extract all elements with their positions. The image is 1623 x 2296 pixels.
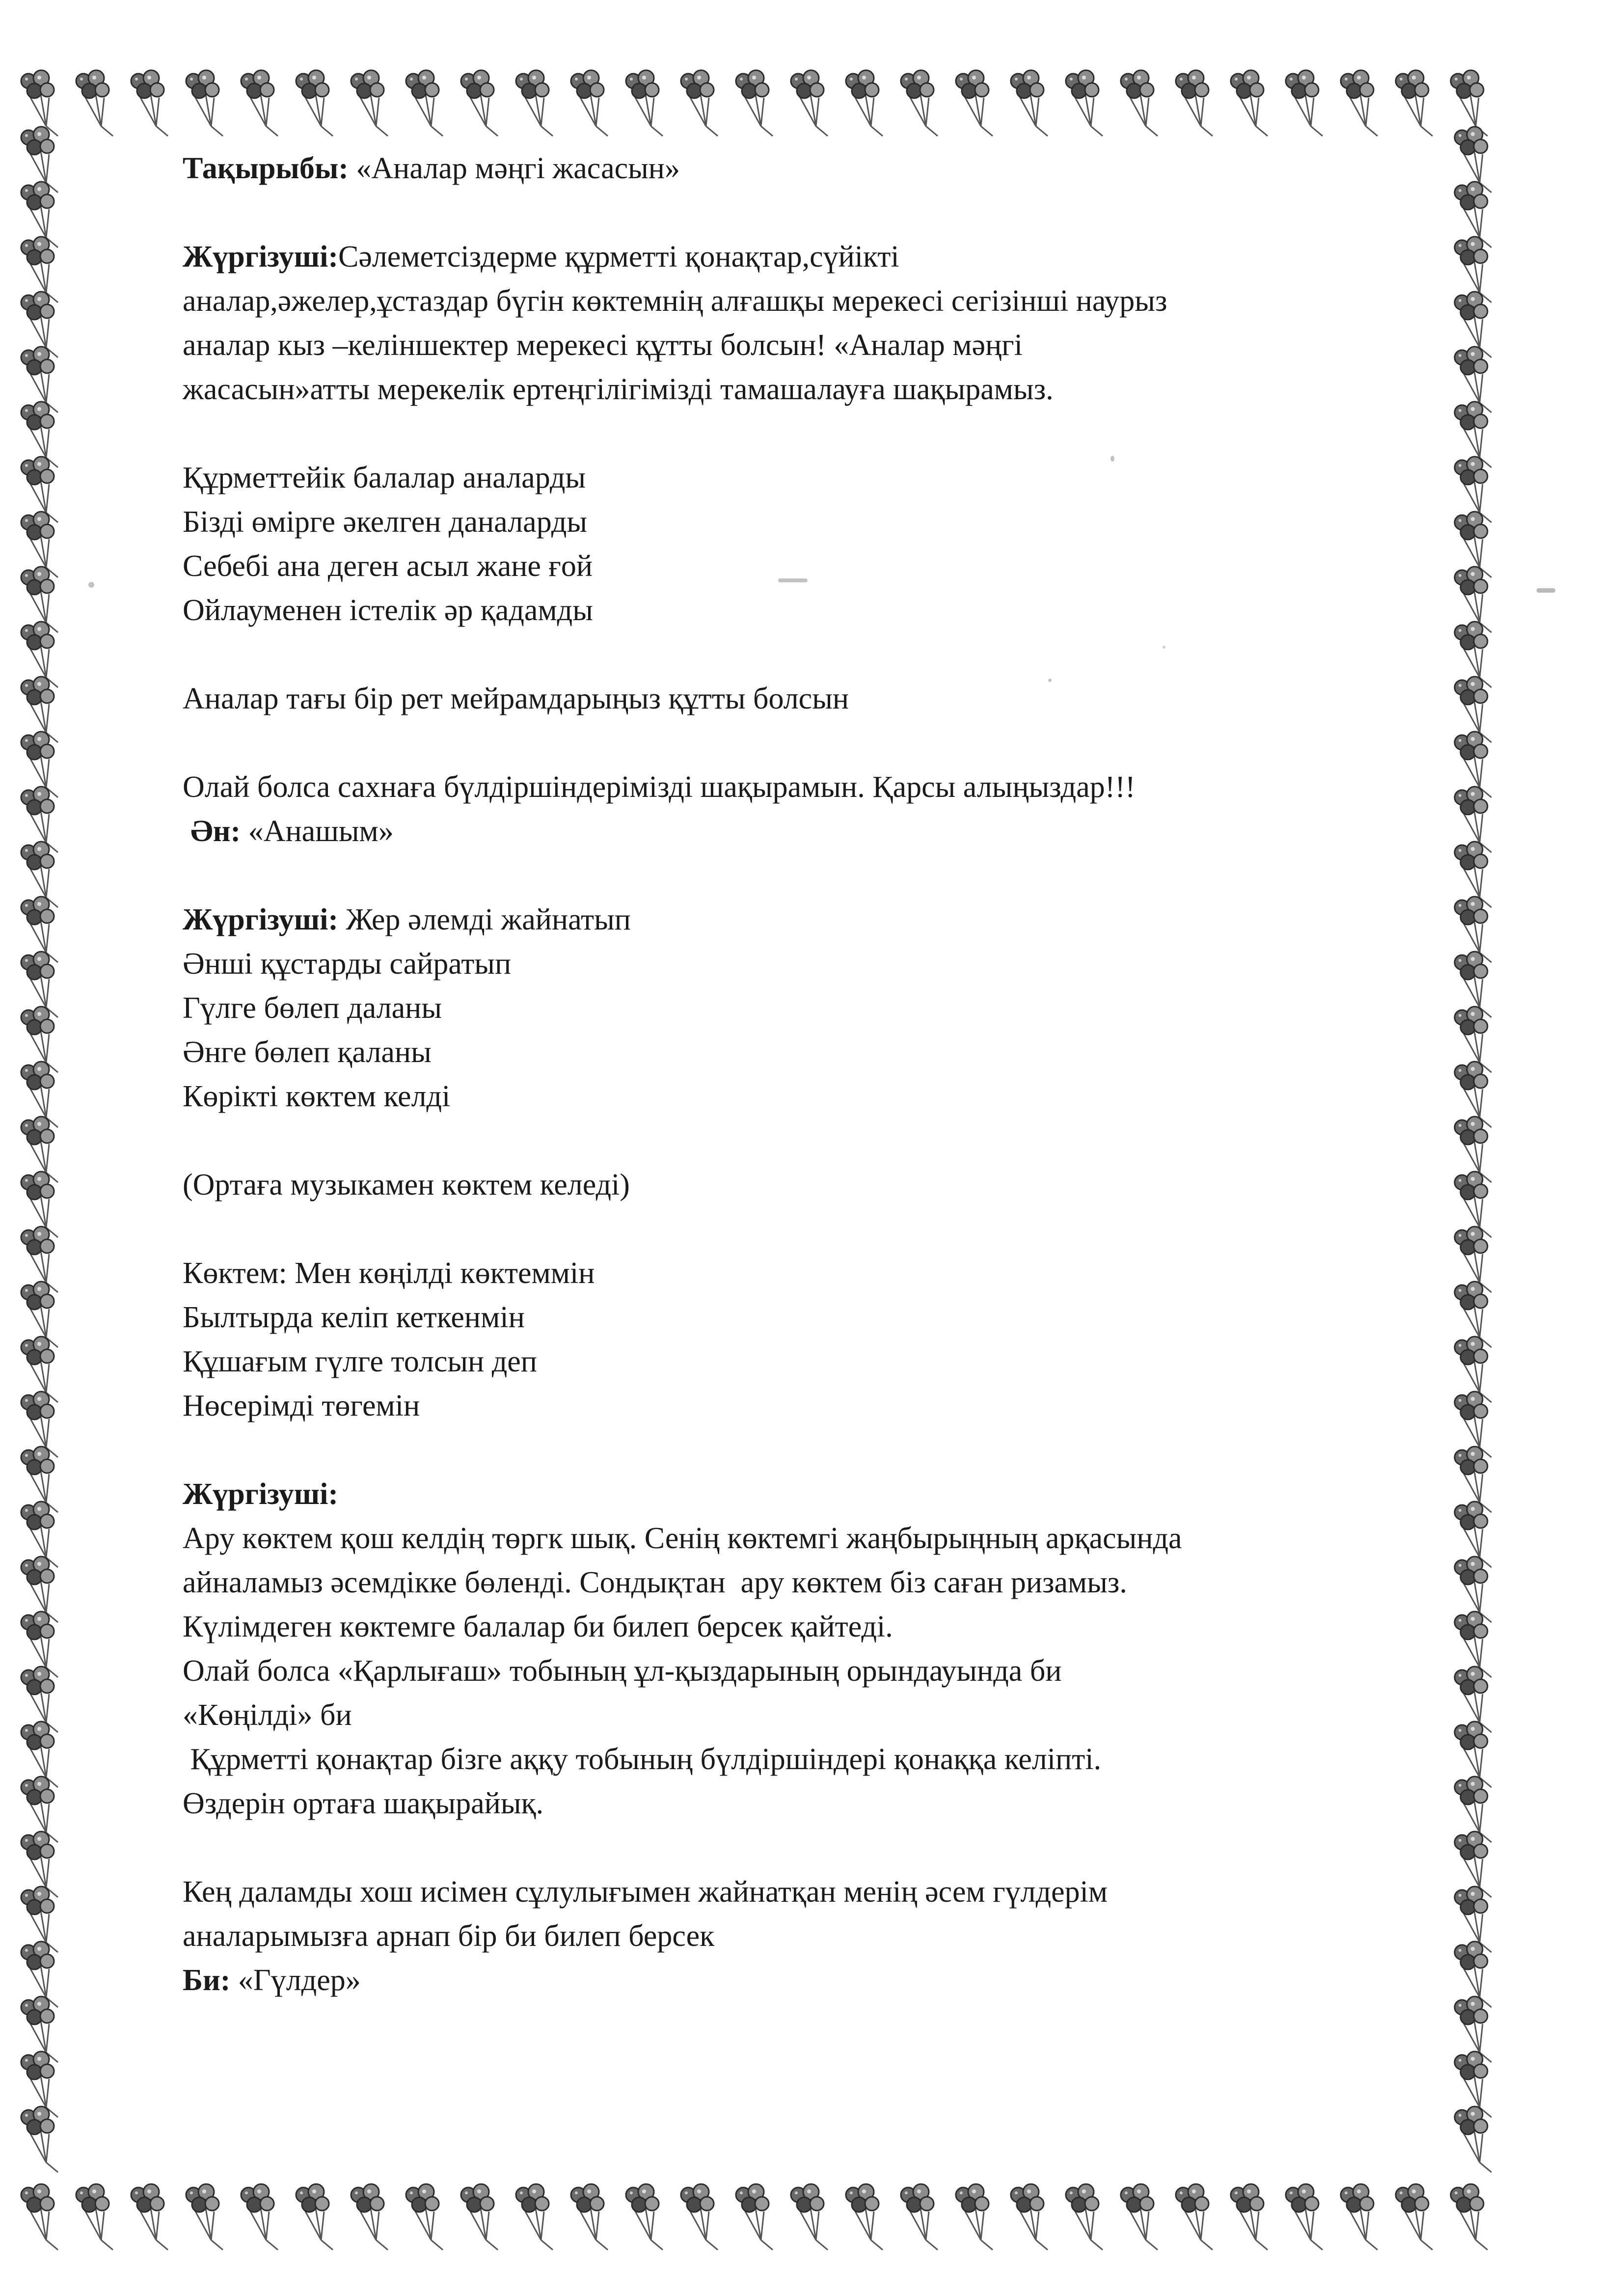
balloon-bunch-icon [626,70,663,136]
balloon-bunch-icon [626,2184,663,2250]
closing-line: аналарымызға арнап бір би билеп берсек [183,1919,715,1953]
balloon-bunch-icon [21,2184,58,2250]
balloon-bunch-icon [1231,70,1268,136]
scan-speck [1048,679,1052,682]
balloon-bunch-icon [1121,2184,1158,2250]
balloon-bunch-icon [351,2184,388,2250]
poem-line: Құрметтейік балалар аналарды [183,461,586,494]
speaker-label: Жүргізуші: [183,240,338,273]
balloon-bunch-icon [296,2184,333,2250]
stage-note: (Ортаға музыкамен көктем келеді) [183,1168,630,1202]
balloon-bunch-icon [1396,70,1433,136]
balloon-bunch-icon [131,70,168,136]
balloon-bunch-icon [846,70,883,136]
greeting-line: Аналар тағы бір рет мейрамдарыңыз құтты болсын [183,682,849,715]
host-line: айналамыз әсемдікке бөленді. Сондықтан ару көктем біз саған ризамыз. [183,1566,1127,1599]
spring-line: Нөсерімді төгемін [183,1389,420,1422]
host-text: Жер әлемді жайнатып [338,903,631,936]
balloon-bunch-icon [736,2184,773,2250]
closing-line: Кең даламды хош исімен сұлулығымен жайнатқан менің әсем гүлдерім [183,1875,1108,1909]
balloon-bunch-icon [516,2184,553,2250]
balloon-bunch-icon [1231,2184,1268,2250]
host-line: Олай болса «Қарлығаш» тобының ұл-қыздарының орындауында би [183,1654,1062,1688]
balloon-bunch-icon [571,70,608,136]
poem-line: Себебі ана деген асыл жане ғой [183,549,593,583]
balloon-bunch-icon [1176,2184,1213,2250]
balloon-bunch-icon [1286,2184,1323,2250]
scan-speck [778,578,808,582]
balloon-bunch-icon [1176,70,1213,136]
balloon-bunch-icon [76,70,113,136]
speaker-label: Жүргізуші: [183,903,338,936]
song-line [183,809,1459,853]
speaker-label: Жүргізуші: [183,1477,338,1511]
song-label: Ән: [190,815,241,848]
balloon-bunch-icon [241,70,278,136]
dance-line [183,1958,1459,2002]
balloon-bunch-icon [791,2184,828,2250]
balloon-bunch-icon [1286,70,1323,136]
balloon-bunch-icon [241,2184,278,2250]
balloon-bunch-icon [296,70,333,136]
title-label: Тақырыбы: [183,152,349,185]
balloon-bunch-icon [846,2184,883,2250]
host-line: «Көңілді» би [183,1698,352,1732]
poem-line: Гүлге бөлеп даланы [183,991,442,1025]
host-line: Ару көктем қош келдің төргк шық. Сенің көктемгі жаңбырыңның арқасында [183,1522,1182,1555]
intro-line: аналар кыз –келіншектер мерекесі құтты болсын! «Аналар мәңгі [183,328,1023,362]
balloon-bunch-icon [1066,2184,1103,2250]
balloon-bunch-icon [1451,2184,1488,2250]
balloon-bunch-icon [76,2184,113,2250]
intro-text: Сәлеметсіздерме құрметті қонақтар,сүйікті [338,240,899,273]
scan-speck [1537,588,1555,593]
balloon-bunch-icon [1341,70,1378,136]
host-line [183,898,1459,942]
spring-line: Құшағым гүлге толсын деп [183,1345,537,1378]
balloon-bunch-icon [461,70,498,136]
balloon-bunch-icon [956,2184,993,2250]
balloon-bunch-icon [736,70,773,136]
document-body [183,146,1459,2002]
spring-line: Былтырда келіп кеткенмін [183,1301,525,1334]
balloon-bunch-icon [1066,70,1103,136]
balloon-bunch-icon [1455,2106,1491,2172]
document-title [183,146,1459,191]
poem-line: Әнші құстарды сайратып [183,947,512,981]
scan-speck [1110,456,1114,462]
host-line: Өздерін ортаға шақырайық. [183,1787,544,1820]
balloon-bunch-icon [1011,70,1048,136]
poem-line: Көрікті көктем келді [183,1080,451,1113]
balloon-bunch-icon [406,2184,443,2250]
balloon-bunch-icon [1121,70,1158,136]
title-text: «Аналар мәңгі жасасын» [348,152,680,185]
balloon-bunch-icon [901,2184,938,2250]
scan-speck [88,582,94,588]
balloon-bunch-icon [186,2184,223,2250]
balloon-bunch-icon [186,70,223,136]
intro-line: жасасын»атты мерекелік ертеңгілігімізді тамашалауға шақырамыз. [183,373,1054,406]
poem-line: Әнге бөлеп қаланы [183,1036,432,1069]
balloon-bunch-icon [351,70,388,136]
dance-label: Би: [183,1964,231,1997]
balloon-bunch-icon [21,2106,58,2172]
balloon-bunch-icon [901,70,938,136]
balloon-bunch-icon [1011,2184,1048,2250]
balloon-bunch-icon [516,70,553,136]
balloon-bunch-icon [571,2184,608,2250]
balloon-bunch-icon [681,2184,718,2250]
balloon-bunch-icon [1451,70,1488,136]
balloon-bunch-icon [1396,2184,1433,2250]
balloon-bunch-icon [956,70,993,136]
balloon-bunch-icon [461,2184,498,2250]
balloon-bunch-icon [791,70,828,136]
balloon-bunch-icon [681,70,718,136]
intro-line: аналар,әжелер,ұстаздар бүгін көктемнің алғашқы мерекесі сегізінші наурыз [183,284,1167,318]
poem-line: Бізді өмірге әкелген даналарды [183,505,588,539]
host-line: Құрметті қонақтар бізге аққу тобының бүлдіршіндері қонаққа келіпті. [183,1743,1102,1776]
host-line: Күлімдеген көктемге балалар би билеп берсек қайтеді. [183,1610,893,1643]
balloon-bunch-icon [131,2184,168,2250]
intro-line [183,235,1459,279]
song-title: «Анашым» [241,815,394,848]
invite-line: Олай болса сахнаға бүлдіршіндерімізді шақырамын. Қарсы алыңыздар!!! [183,770,1136,804]
poem-line: Ойлауменен істелік әр қадамды [183,594,593,627]
dance-title: «Гүлдер» [230,1964,361,1997]
balloon-bunch-icon [406,70,443,136]
spring-line: Көктем: Мен көңілді көктеммін [183,1257,595,1290]
balloon-bunch-icon [1341,2184,1378,2250]
scan-speck [1163,646,1165,649]
